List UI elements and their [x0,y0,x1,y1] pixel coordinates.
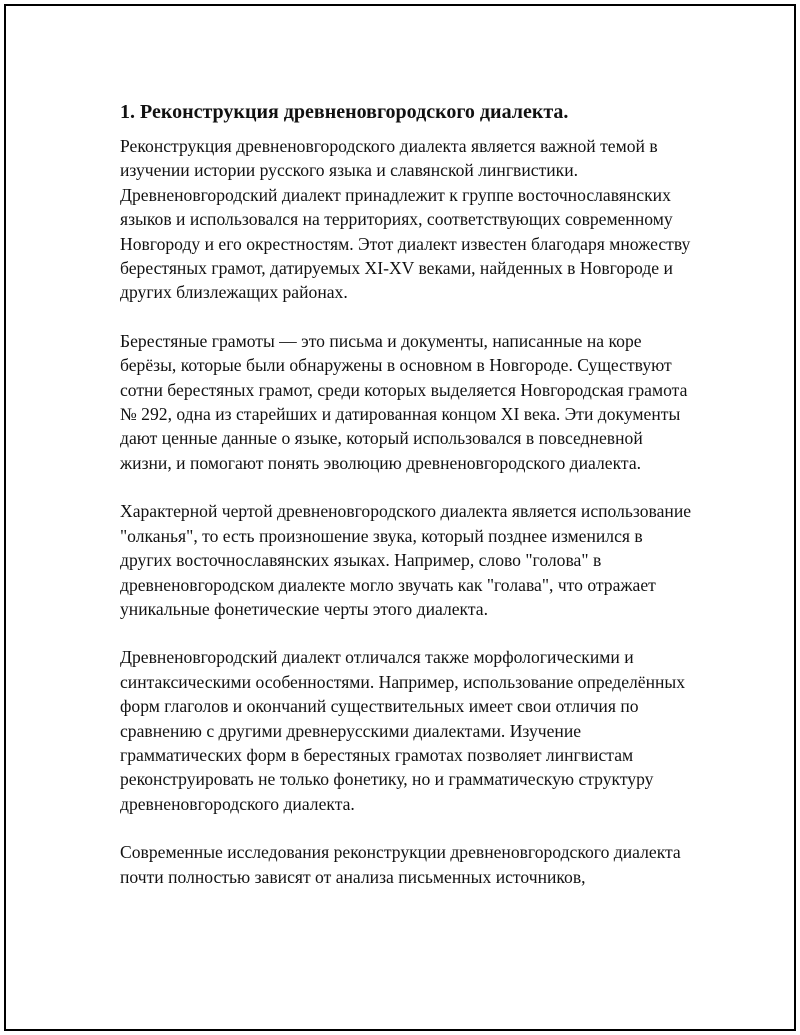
section-heading: 1. Реконструкция древненовгородского диалекта. [120,101,569,123]
paragraph-5: Современные исследования реконструкции древненовгородского диалекта почти полностью зависят от анализа письменных источников, [120,842,681,887]
paragraph-2: Берестяные грамоты — это письма и документы, написанные на коре берёзы, которые были обнаружены в основном в Новгороде. Существуют сотни берестяных грамот, среди которых выделяется Новгородская грамота № 292, одна из старейших и датированная концом XI века. Эти документы дают ценные данные о языке, который использовался в повседневной жизни, и помогают понять эволюцию древненовгородского диалекта. [120,330,688,473]
paragraph-4: Древненовгородский диалект отличался также морфологическими и синтаксическими особенностями. Например, использование определённых форм глаголов и окончаний существительных имеет свои отличия по сравнению с другими древнерусскими диалектами. Изучение грамматических форм в берестяных грамотах позволяет лингвистам реконструировать не только фонетику, но и грамматическую структуру древненовгородского диалекта. [120,647,686,814]
paragraph-3: Характерной чертой древненовгородского диалекта является использование "олканья", то есть произношение звука, который позднее изменился в других восточнославянских языках. Например, слово "голова" в древненовгородском диалекте могло звучать как "голава", что отражает уникальные фонетические черты этого диалекта. [120,501,692,619]
paragraph-1: Реконструкция древненовгородского диалекта является важной темой в изучении истории русского языка и славянской лингвистики. Древненовгородский диалект принадлежит к группе восточнославянских языков и использовался на территориях, соответствующих современному Новгороду и его окрестностям. Этот диалект известен благодаря множеству берестяных грамот, датируемых XI-XV веками, найденных в Новгороде и других близлежащих районах. [120,136,691,303]
document-body [120,98,695,913]
page-frame [4,4,796,1031]
